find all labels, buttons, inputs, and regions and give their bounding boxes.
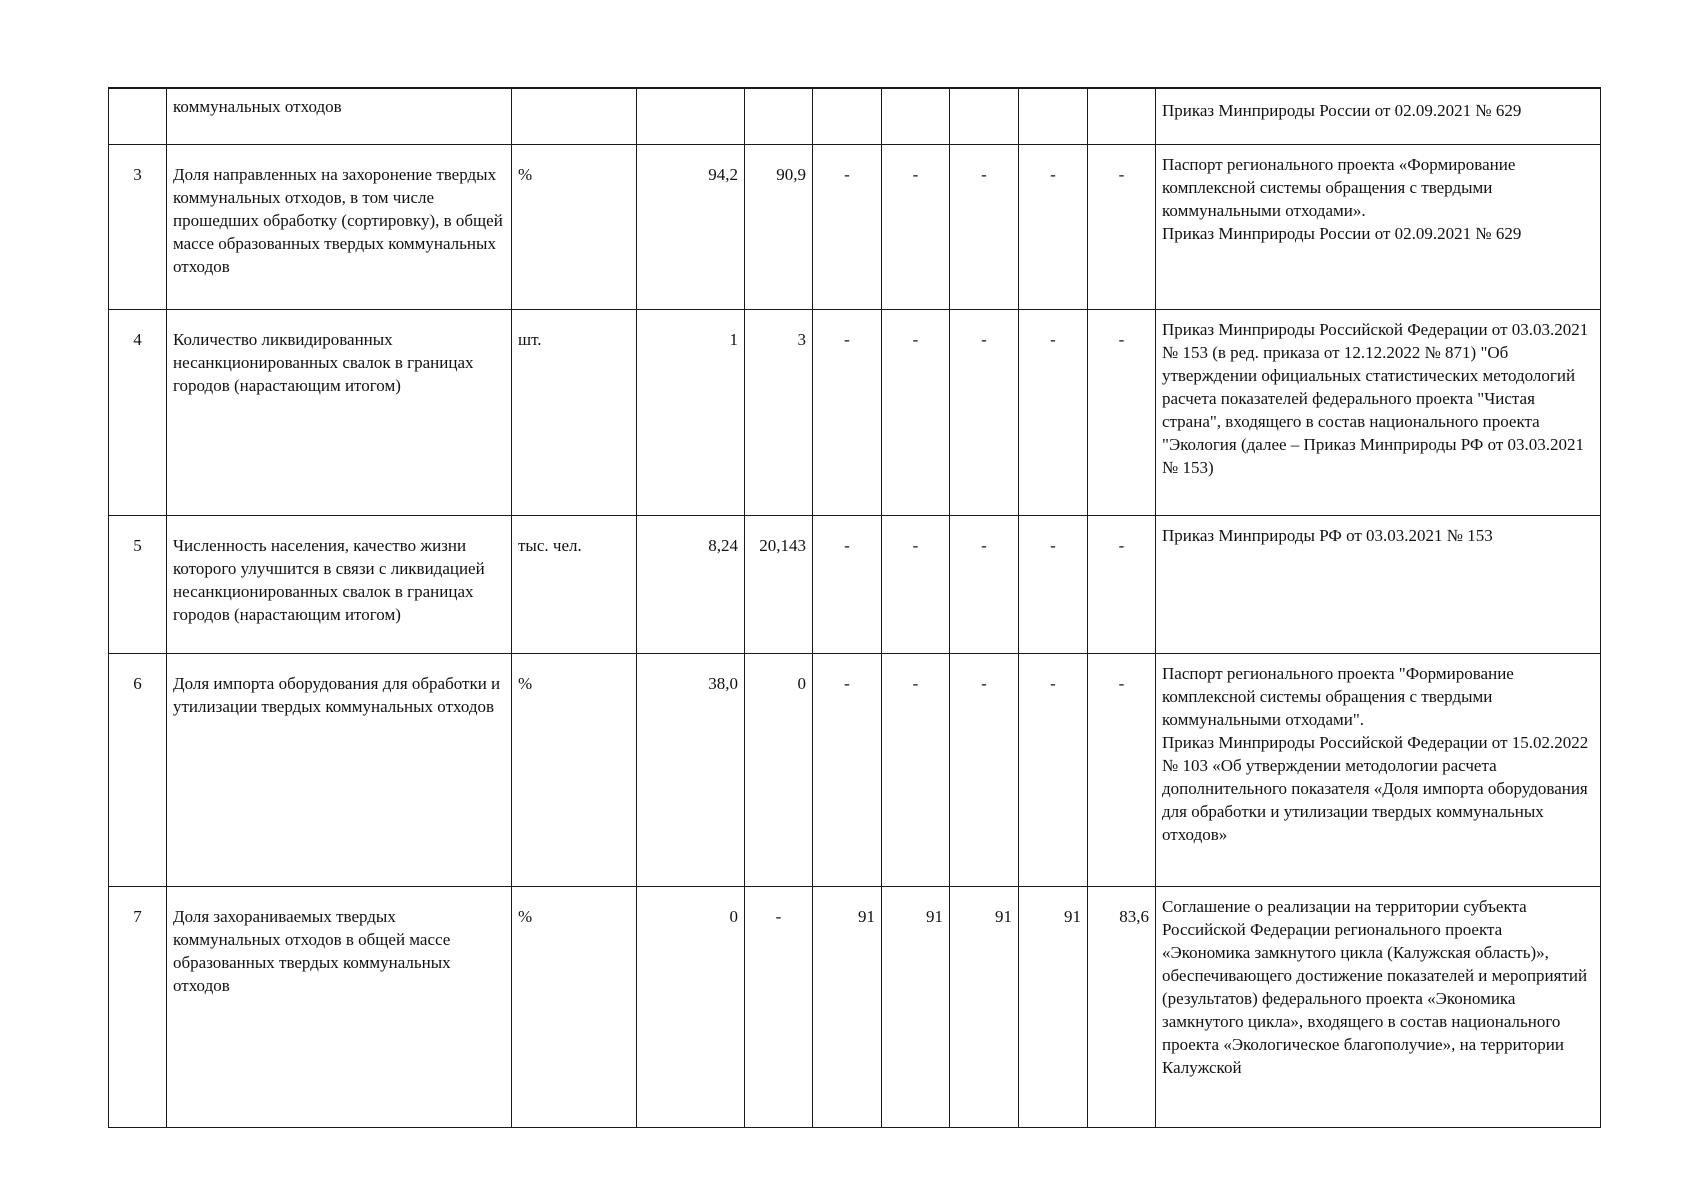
indicator-name: Численность населения, качество жизни которого улучшится в связи с ликвидацией несанкционированных свалок в границах городов (нарастающим итогом) [167,515,512,653]
value-cell-2: 90,9 [745,144,813,309]
value-cell-5: 91 [950,886,1019,1127]
unit-cell: % [512,144,637,309]
value-cell-7: 83,6 [1088,886,1156,1127]
value-cell-5: - [950,515,1019,653]
value-cell-6: - [1019,309,1088,515]
value-cell-3: - [813,653,882,886]
source-text: Приказ Минприроды России от 02.09.2021 № 629 [1162,223,1522,243]
unit-cell [512,88,637,144]
indicator-name: Доля захораниваемых твердых коммунальных отходов в общей массе образованных твердых коммунальных отходов [167,886,512,1127]
indicators-table [108,87,1601,1128]
table-body [109,88,1601,1127]
value-cell-4: 91 [882,886,950,1127]
table-row [109,309,1601,515]
source-cell [1156,653,1601,886]
value-cell-5: - [950,144,1019,309]
value-cell-7: - [1088,144,1156,309]
row-number: 3 [109,144,167,309]
value-cell-7: - [1088,653,1156,886]
value-cell-1: 1 [637,309,745,515]
value-cell-2: 3 [745,309,813,515]
value-cell-4: - [882,309,950,515]
value-cell-1: 94,2 [637,144,745,309]
value-cell-7: - [1088,309,1156,515]
source-text: Паспорт регионального проекта "Формирование комплексной системы обращения с твердыми коммунальными отходами". [1162,663,1514,729]
value-cell-1: 38,0 [637,653,745,886]
table-row [109,653,1601,886]
indicator-name: коммунальных отходов [167,88,512,144]
source-text: Приказ Минприроды России от 02.09.2021 № 629 [1162,101,1522,120]
value-cell-5 [950,88,1019,144]
row-number: 6 [109,653,167,886]
row-number [109,88,167,144]
unit-cell: шт. [512,309,637,515]
value-cell-5: - [950,653,1019,886]
value-cell-3: - [813,309,882,515]
value-cell-2: 20,143 [745,515,813,653]
source-cell [1156,144,1601,309]
indicator-name: Доля импорта оборудования для обработки и утилизации твердых коммунальных отходов [167,653,512,886]
row-number: 7 [109,886,167,1127]
table-row [109,144,1601,309]
value-cell-3 [813,88,882,144]
unit-cell: % [512,886,637,1127]
value-cell-2: - [745,886,813,1127]
value-cell-6: 91 [1019,886,1088,1127]
value-cell-6 [1019,88,1088,144]
value-cell-1: 8,24 [637,515,745,653]
unit-cell: % [512,653,637,886]
table-row [109,515,1601,653]
unit-cell: тыс. чел. [512,515,637,653]
value-cell-4: - [882,653,950,886]
value-cell-1 [637,88,745,144]
value-cell-3: 91 [813,886,882,1127]
source-text: Приказ Минприроды РФ от 03.03.2021 № 153 [1162,525,1493,545]
source-cell [1156,88,1601,144]
source-text: Приказ Минприроды Российской Федерации от 15.02.2022 № 103 «Об утверждении методологии расчета дополнительного показателя «Доля импорта оборудования для обработки и утилизации твердых коммунальных отходов» [1162,732,1589,844]
source-cell [1156,886,1601,1127]
value-cell-4: - [882,144,950,309]
table-row [109,886,1601,1127]
indicator-name: Доля направленных на захоронение твердых коммунальных отходов, в том числе прошедших обработку (сортировку), в общей массе образованных твердых коммунальных отходов [167,144,512,309]
source-text: Паспорт регионального проекта «Формирование комплексной системы обращения с твердыми коммунальными отходами». [1162,154,1516,220]
source-text: Приказ Минприроды Российской Федерации от 03.03.2021 № 153 (в ред. приказа от 12.12.2022 № 871) "Об утверждении официальных статистических методологий расчета показателей федерального проекта "Чистая страна", входящего в состав национального проекта "Экология (далее – Приказ Минприроды РФ от 03.03.2021 № 153) [1162,319,1589,477]
value-cell-5: - [950,309,1019,515]
value-cell-7 [1088,88,1156,144]
table-row [109,88,1601,144]
value-cell-3: - [813,515,882,653]
value-cell-3: - [813,144,882,309]
value-cell-2 [745,88,813,144]
value-cell-6: - [1019,515,1088,653]
value-cell-7: - [1088,515,1156,653]
row-number: 4 [109,309,167,515]
value-cell-1: 0 [637,886,745,1127]
value-cell-4 [882,88,950,144]
source-cell [1156,309,1601,515]
source-cell [1156,515,1601,653]
value-cell-4: - [882,515,950,653]
source-text: Соглашение о реализации на территории субъекта Российской Федерации регионального проекта «Экономика замкнутого цикла (Калужская область)», обеспечивающего достижение показателей и мероприятий (результатов) федерального проекта «Экономика замкнутого цикла», входящего в состав национального проекта «Экологическое благополучие», на территории Калужской [1162,896,1588,1077]
value-cell-6: - [1019,653,1088,886]
row-number: 5 [109,515,167,653]
indicator-name: Количество ликвидированных несанкционированных свалок в границах городов (нарастающим итогом) [167,309,512,515]
value-cell-6: - [1019,144,1088,309]
value-cell-2: 0 [745,653,813,886]
